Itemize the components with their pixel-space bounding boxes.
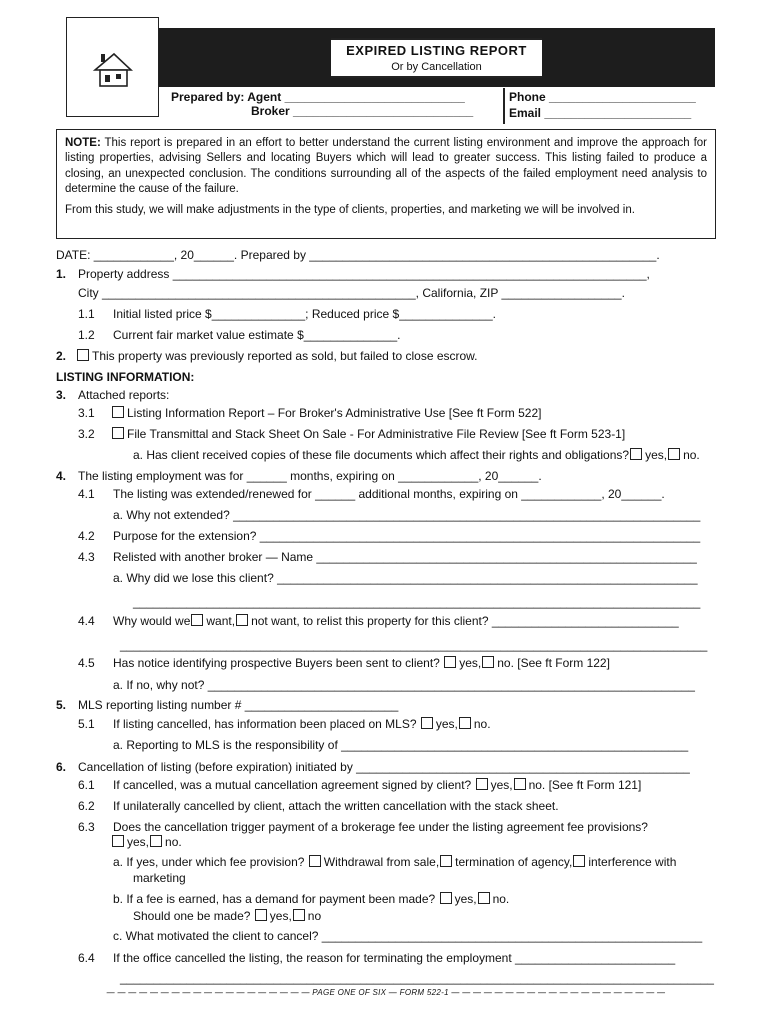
item-number: 1.1 (78, 307, 95, 321)
why-lose-field[interactable]: a. Why did we lose this client? _______________________________________________________________ (113, 571, 698, 585)
yes-checkbox[interactable] (476, 778, 488, 790)
item-number: 4.1 (78, 487, 95, 501)
yes-label: yes, (490, 778, 513, 792)
note-label: NOTE: (65, 137, 101, 149)
phone-field[interactable]: Phone ______________________ (509, 90, 696, 104)
no-checkbox[interactable] (459, 717, 471, 729)
if-no-why-field[interactable]: a. If no, why not? _________________________________________________________________________ (113, 678, 695, 692)
yes-checkbox[interactable] (444, 656, 456, 668)
prepared-by-agent-field[interactable]: Prepared by: Agent ___________________________ (171, 90, 465, 104)
no-label: no. (165, 835, 182, 849)
email-field[interactable]: Email ______________________ (509, 106, 692, 120)
date-line[interactable]: DATE: ____________, 20______. Prepared by ____________________________________________________. (56, 248, 660, 262)
brokerage-fee-options (111, 835, 182, 849)
no-label: no. (473, 717, 491, 731)
office-cancelled-field[interactable]: If the office cancelled the listing, the reason for terminating the employment ________________________ (113, 951, 676, 965)
want-checkbox[interactable] (191, 614, 203, 626)
item-number: 6.1 (78, 778, 95, 792)
yes-label: yes, (645, 448, 668, 462)
item-number: 2. (56, 349, 67, 363)
item-number: 5.1 (78, 717, 95, 731)
reporting-mls-field[interactable]: a. Reporting to MLS is the responsibility of ____________________________________________________ (113, 738, 689, 752)
yes-checkbox[interactable] (421, 717, 433, 729)
withdrawal-label: Withdrawal from sale, (323, 855, 440, 869)
report-3-2-label: File Transmittal and Stack Sheet On Sale - For Administrative File Review [See ft Form 523-1] (127, 427, 626, 441)
report-3-1-label: Listing Information Report – For Broker's Administrative Use [See ft Form 522] (127, 406, 542, 420)
page-footer: — — — — — — — — — — — — — — — — — — — PAGE ONE OF SIX — FORM 522-1 — — — — — — — — — — — — — — — — — — — — (106, 988, 666, 997)
house-logo-icon (67, 18, 157, 114)
no-checkbox[interactable] (482, 656, 494, 668)
why-lose-continued-field[interactable]: _____________________________________________________________________________________ (133, 595, 701, 609)
divider (503, 88, 505, 124)
relist-question: Why would we (113, 614, 191, 628)
report-3-1-row (111, 406, 541, 420)
want-label: want, (206, 614, 236, 628)
item-number: 1. (56, 267, 67, 281)
page-title: EXPIRED LISTING REPORT (346, 43, 527, 58)
report-3-2-checkbox[interactable] (112, 427, 124, 439)
report-3-1-checkbox[interactable] (112, 406, 124, 418)
no-label: no (307, 909, 322, 923)
fee-provision-row (113, 855, 676, 869)
listing-info-heading: LISTING INFORMATION: (56, 370, 195, 384)
broker-field[interactable]: Broker ___________________________ (251, 104, 474, 118)
not-want-checkbox[interactable] (236, 614, 248, 626)
why-not-extended-field[interactable]: a. Why not extended? ______________________________________________________________________ (113, 508, 701, 522)
interference-checkbox[interactable] (573, 855, 585, 867)
fee-earned-label: b. If a fee is earned, has a demand for payment been made? (113, 892, 436, 906)
title-panel (331, 38, 542, 78)
item-number: 1.2 (78, 328, 95, 342)
note-box (56, 129, 716, 239)
client-copies-label: a. Has client received copies of these file documents which affect their rights and obligations? (133, 448, 630, 462)
yes-label: yes, (454, 892, 477, 906)
yes-checkbox[interactable] (112, 835, 124, 847)
note-text-2: From this study, we will make adjustments in the type of clients, properties, and marketing we will be involved in. (65, 204, 635, 217)
no-checkbox[interactable] (293, 909, 305, 921)
client-copies-row (133, 448, 700, 462)
no-checkbox[interactable] (668, 448, 680, 460)
item-number: 4.3 (78, 550, 95, 564)
item-number: 6.2 (78, 799, 95, 813)
report-3-2-row (111, 427, 625, 441)
property-address-field[interactable]: Property address _______________________________________________________________________, (78, 267, 650, 281)
item-number: 3.2 (78, 427, 95, 441)
yes-label: yes, (459, 656, 482, 670)
yes-checkbox[interactable] (255, 909, 267, 921)
no-checkbox[interactable] (514, 778, 526, 790)
item-number: 4.4 (78, 614, 95, 628)
unilateral-label: If unilaterally cancelled by client, attach the written cancellation with the stack sheet. (113, 799, 559, 813)
form-122-label: no. [See ft Form 122] (497, 656, 610, 670)
note-text: This report is prepared in an effort to better understand the current listing environment and improve the approach for listing properties, advising Sellers and locating Buyers which will lead to greater success. This listing failed to produce a closing, an unexpected conclusion. The conditions surrounding all of the aspects of the failed employment need analysis to determine the cause of the failure. (65, 137, 707, 195)
office-cancelled-continued-field[interactable]: _________________________________________________________________________________________ (120, 971, 714, 985)
relist-row (113, 614, 679, 628)
item-number: 3. (56, 388, 67, 402)
marketing-label: marketing (133, 871, 186, 885)
no-checkbox[interactable] (478, 892, 490, 904)
mutual-label: If cancelled, was a mutual cancellation agreement signed by client? (113, 778, 472, 792)
yes-label: yes, (127, 835, 150, 849)
should-be-made-row (133, 909, 321, 923)
fee-earned-row (113, 892, 509, 906)
item-number: 4.5 (78, 656, 95, 670)
mls-placed-row (113, 717, 491, 731)
listed-price-field[interactable]: Initial listed price $______________; Reduced price $______________. (113, 307, 496, 321)
item-number: 5. (56, 698, 67, 712)
previously-sold-checkbox[interactable] (77, 349, 89, 361)
fee-provision-label: a. If yes, under which fee provision? (113, 855, 305, 869)
item-number: 6. (56, 760, 67, 774)
not-want-field[interactable]: not want, to relist this property for this client? ____________________________ (251, 614, 679, 628)
termination-checkbox[interactable] (440, 855, 452, 867)
previously-sold-row (76, 349, 478, 363)
no-label: no. (683, 448, 700, 462)
item-number: 6.4 (78, 951, 95, 965)
termination-label: termination of agency, (455, 855, 573, 869)
item-number: 4. (56, 469, 67, 483)
city-field[interactable]: City _______________________________________________, California, ZIP __________________. (78, 286, 625, 300)
motivated-field[interactable]: c. What motivated the client to cancel? _________________________________________________________ (113, 929, 703, 943)
brokerage-fee-label: Does the cancellation trigger payment of a brokerage fee under the listing agreement fee provisions? (113, 820, 648, 834)
relisted-field[interactable]: Relisted with another broker — Name _________________________________________________________ (113, 550, 697, 564)
page-subtitle: Or by Cancellation (391, 61, 482, 73)
withdrawal-checkbox[interactable] (309, 855, 321, 867)
form-121-label: no. [See ft Form 121] (528, 778, 642, 792)
mls-placed-label: If listing cancelled, has information been placed on MLS? (113, 717, 417, 731)
previously-sold-label: This property was previously reported as sold, but failed to close escrow. (92, 349, 478, 363)
yes-label: yes, (435, 717, 458, 731)
mls-number-field[interactable]: MLS reporting listing number # _______________________ (78, 698, 399, 712)
item-number: 6.3 (78, 820, 95, 834)
employment-field[interactable]: The listing employment was for ______ months, expiring on ____________, 20______. (78, 469, 542, 483)
yes-label: yes, (269, 909, 292, 923)
notice-row (113, 656, 610, 670)
purpose-field[interactable]: Purpose for the extension? __________________________________________________________________ (113, 529, 701, 543)
fair-market-field[interactable]: Current fair market value estimate $______________. (113, 328, 401, 342)
no-checkbox[interactable] (150, 835, 162, 847)
item-number: 4.2 (78, 529, 95, 543)
no-label: no. (492, 892, 510, 906)
extended-field[interactable]: The listing was extended/renewed for ______ additional months, expiring on ____________, 20______. (113, 487, 665, 501)
yes-checkbox[interactable] (630, 448, 642, 460)
notice-label: Has notice identifying prospective Buyers been sent to client? (113, 656, 440, 670)
cancellation-initiated-field[interactable]: Cancellation of listing (before expiration) initiated by __________________________________________________ (78, 760, 690, 774)
interference-label: interference with (588, 855, 677, 869)
mutual-row (113, 778, 641, 792)
item-number: 3.1 (78, 406, 95, 420)
relist-continued-field[interactable]: ________________________________________________________________________________________ (120, 638, 708, 652)
should-be-made-label: Should one be made? (133, 909, 251, 923)
yes-checkbox[interactable] (440, 892, 452, 904)
attached-reports-label: Attached reports: (78, 388, 170, 402)
logo-box (66, 17, 159, 117)
